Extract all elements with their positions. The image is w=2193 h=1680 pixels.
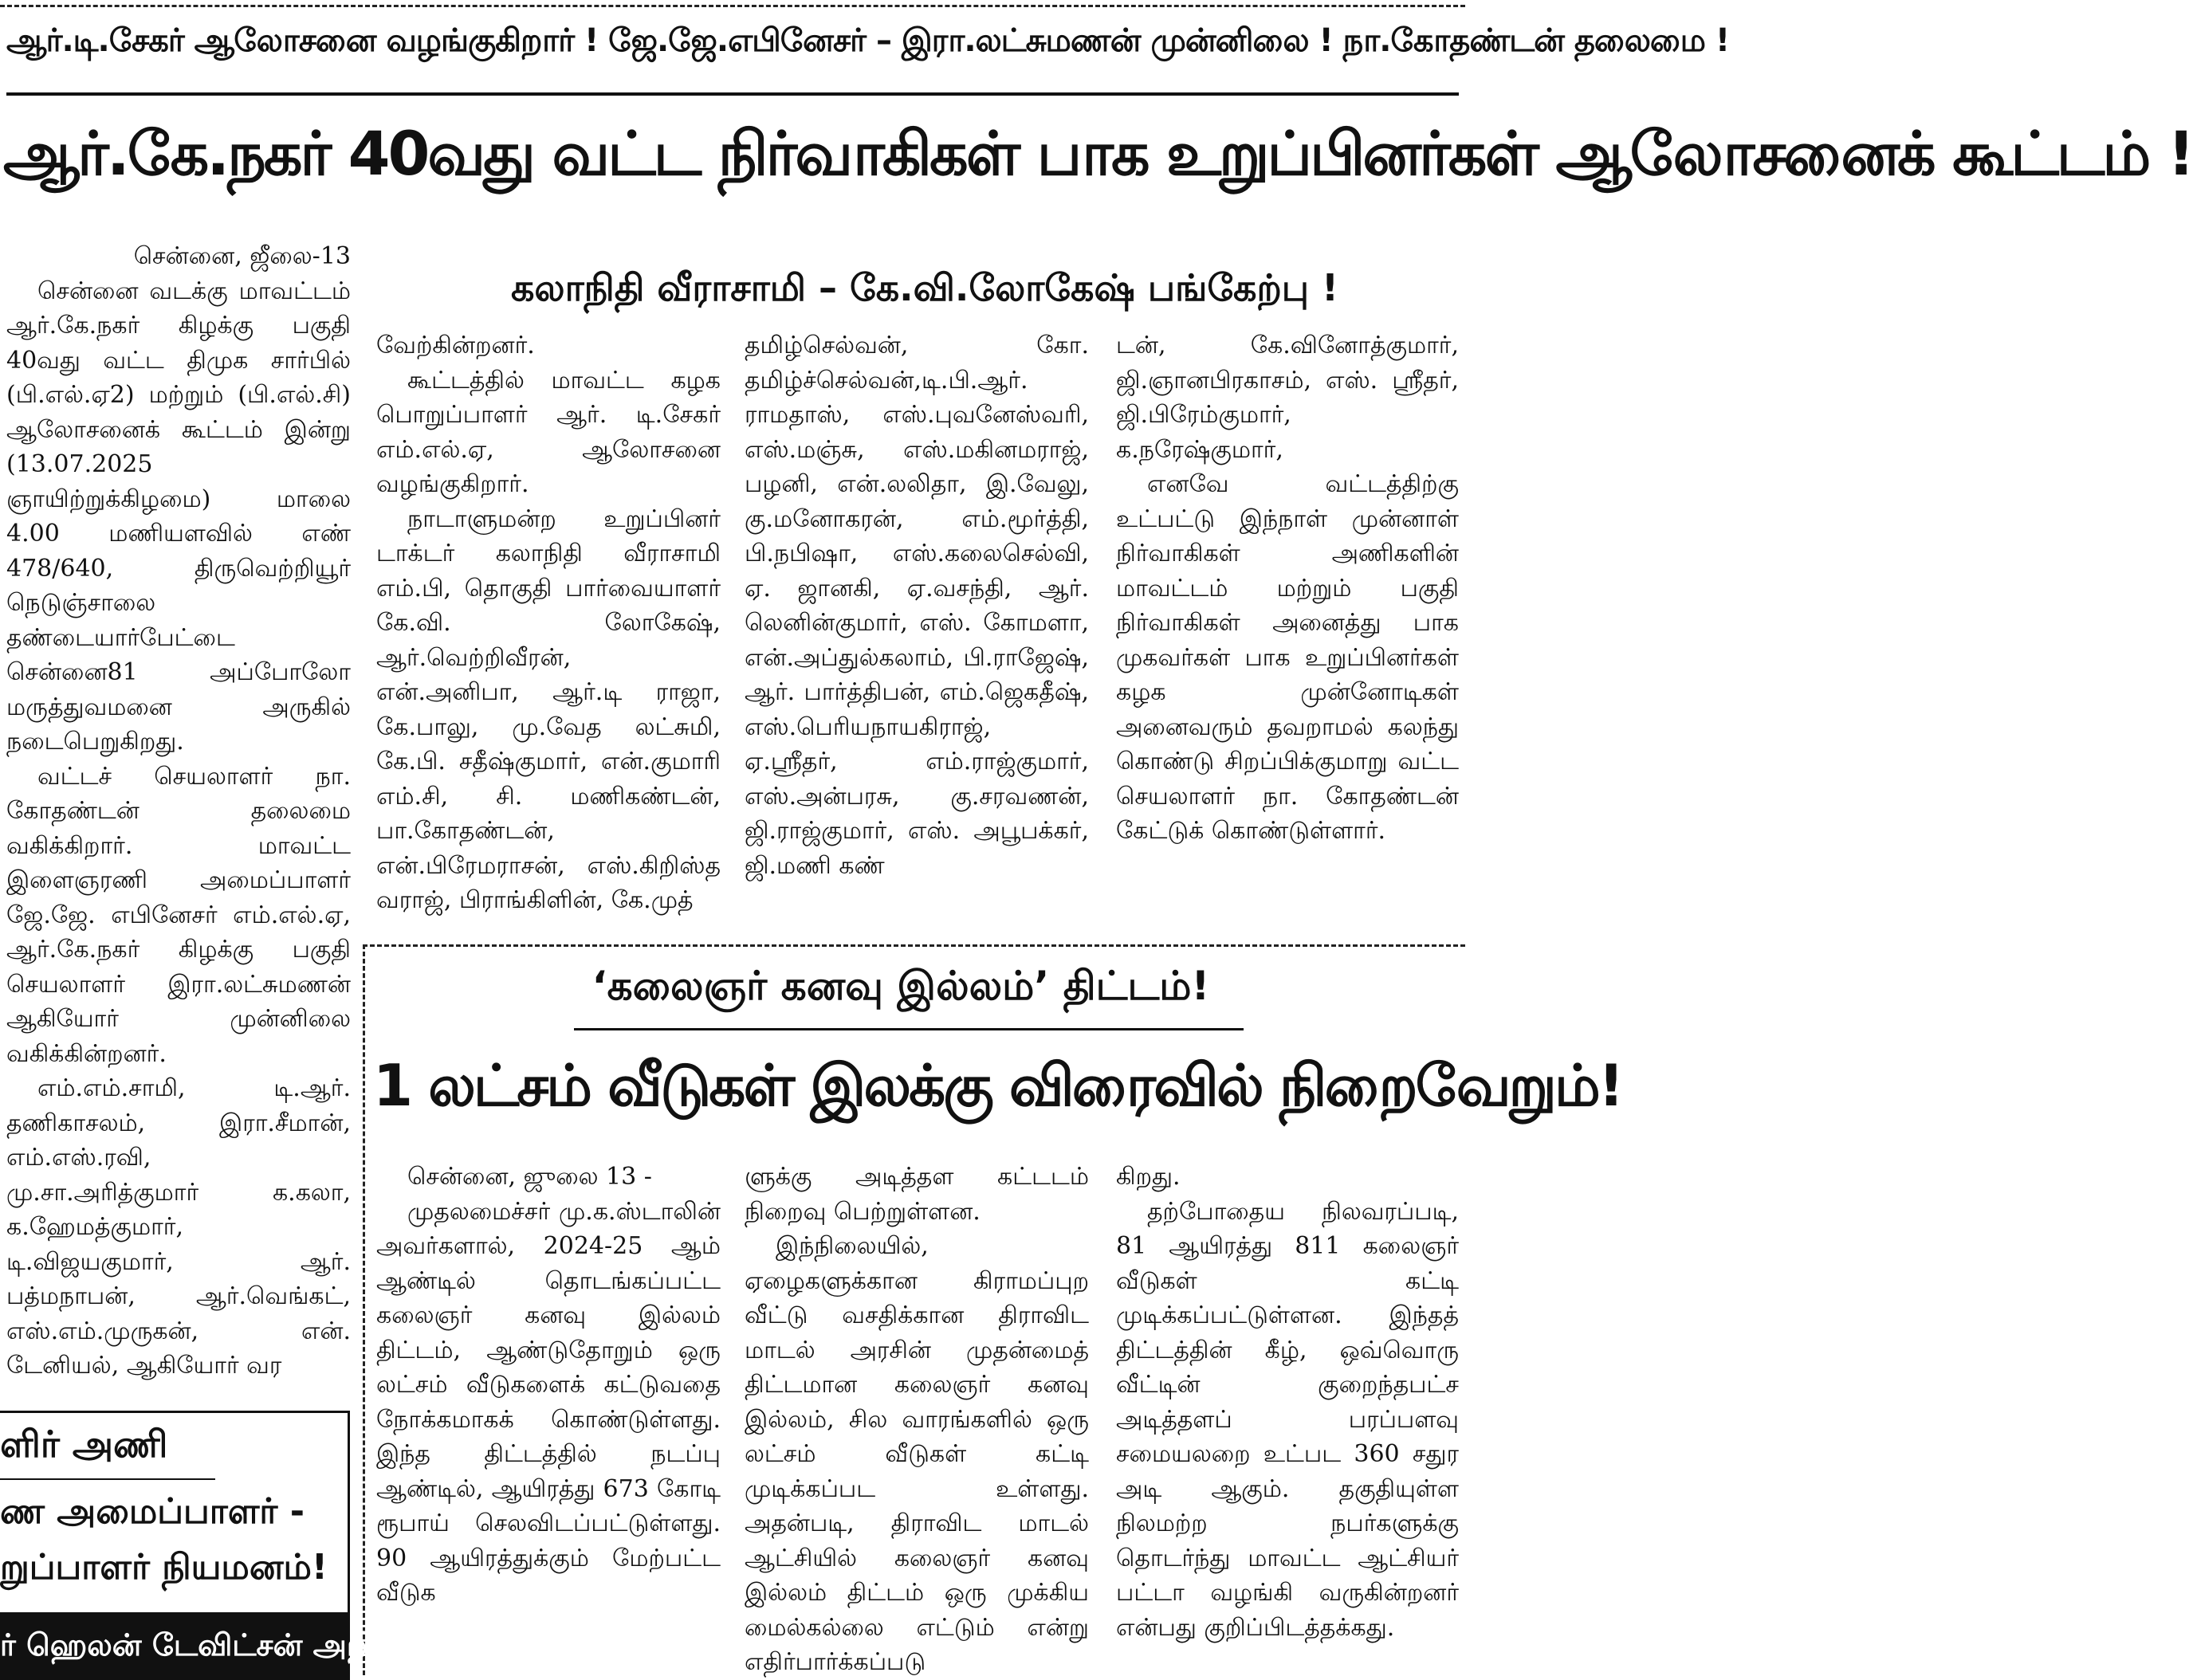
story2-headline: 1 லட்சம் வீடுகள் இலக்கு விரைவில் நிறைவேறும்!	[373, 1052, 1622, 1119]
story2-dateline: சென்னை, ஜுலை 13 -	[407, 1163, 652, 1191]
story2-column-1	[376, 1160, 721, 1670]
story2-kicker: ‘கலைஞர் கனவு இல்லம்’ திட்டம்!	[591, 963, 1210, 1009]
story2-col3-para: தற்போதைய நிலவரப்படி, 81 ஆயிரத்து 811 கலைஞர் வீடுகள் கட்டி முடிக்கப்பட்டுள்ளன. இந்தத் திட்டத்தின் கீழ், ஒவ்வொரு வீட்டின் குறைந்தபட்ச அடித்தளப் பரப்பளவு சமையலறை உட்பட 360 சதுர அடி ஆகும். தகுதியுள்ள நிலமற்ற நபர்களுக்கு தொடர்ந்து மாவட்ட ஆட்சியர் பட்டா வழங்கி வருகின்றனர் என்பது குறிப்பிடத்தக்கது.	[1116, 1197, 1459, 1642]
story2-column-2	[745, 1160, 1089, 1676]
story2-col2-para: ளுக்கு அடித்தள கட்டடம் நிறைவு பெற்றுள்ளன.	[745, 1163, 1089, 1226]
story1-col1-para: சென்னை வடக்கு மாவட்டம் ஆர்.கே.நகர் கிழக்கு பகுதி 40வது வட்ட திமுக சார்பில் (பி.எல்.ஏ2) மற்றும் (பி.எல்.சி) ஆலோசனைக் கூட்டம் இன்று (13.07.2025 ஞாயிற்றுக்கிழமை) மாலை 4.00 மணியளவில் எண் 478/640, திருவெற்றியூர் நெடுஞ்சாலை தண்டையார்பேட்டை சென்னை81 அப்போலோ மருத்துவமனை அருகில் நடைபெறுகிறது.	[6, 277, 351, 756]
teaser-line: ண அமைப்பாளர் -	[0, 1491, 305, 1532]
teaser-line: றுப்பாளர் நியமனம்!	[0, 1547, 328, 1588]
teaser-box	[0, 1411, 466, 1680]
story1-column-3	[745, 328, 1089, 934]
teaser-rule	[0, 1478, 215, 1480]
story2-col3-para: கிறது.	[1116, 1163, 1181, 1191]
story1-dateline: சென்னை, ஜீலை-13	[133, 242, 351, 270]
story1-column-2	[376, 328, 721, 934]
story1-subhead: கலாநிதி வீராசாமி – கே.வி.லோகேஷ் பங்கேற்பு !	[510, 266, 1339, 309]
story1-kicker: ஆர்.டி.சேகர் ஆலோசனை வழங்குகிறார் ! ஜே.ஜே.எபினேசர் – இரா.லட்சுமணன் முன்னிலை ! நா.கோதண்டன் தலைமை !	[6, 22, 1730, 59]
story1-col4-para: எனவே வட்டத்திற்கு உட்பட்டு இந்நாள் முன்னாள் நிர்வாகிகள் அணிகளின் மாவட்டம் மற்றும் பகுதி நிர்வாகிகள் அனைத்து பாக முகவர்கள் பாக உறுப்பினர்கள் கழக முன்னோடிகள் அனைவரும் தவறாமல் கலந்து கொண்டு சிறப்பிக்குமாறு வட்ட செயலாளர் நா. கோதண்டன் கேட்டுக் கொண்டுள்ளார்.	[1116, 470, 1459, 845]
kicker-rule	[6, 92, 1459, 96]
teaser-banner: ர் ஹெலன் டேவிட்சன் அறிவிப்பு!	[0, 1612, 348, 1678]
teaser-title: ளிர் அணி	[0, 1423, 168, 1466]
story2-box-left-border	[363, 944, 365, 1675]
story1-headline: ஆர்.கே.நகர் 40வது வட்ட நிர்வாகிகள் பாக உறுப்பினர்கள் ஆலோசனைக் கூட்டம் !	[3, 118, 2193, 189]
story2-kicker-rule	[574, 1028, 1244, 1030]
story2-box-top-border	[363, 944, 1465, 947]
story1-col1-para: எம்.எம்.சாமி, டி.ஆர். தணிகாசலம், இரா.சீமான், எம்.எஸ்.ரவி, மு.சா.அரித்குமார் க.கலா, க.ஹேமத்குமார், டி.விஜயகுமார், ஆர். பத்மநாபன், ஆர்.வெங்கட், எஸ்.எம்.முருகன், என். டேனியல், ஆகியோர் வர	[6, 1074, 351, 1380]
story1-col2-para: கூட்டத்தில் மாவட்ட கழக பொறுப்பாளர் ஆர். டி.சேகர் எம்.எல்.ஏ, ஆலோசனை வழங்குகிறார்.	[376, 366, 721, 498]
story1-column-1	[6, 239, 351, 1399]
story1-col2-para: நாடாளுமன்ற உறுப்பினர் டாக்டர் கலாநிதி வீராசாமி எம்.பி, தொகுதி பார்வையாளர் கே.வி. லோகேஷ், ஆர்.வெற்றிவீரன், என்.அனிபா, ஆர்.டி ராஜா, கே.பாலு, மு.வேத லட்சுமி, கே.பி. சதீஷ்குமார், என்.குமாரி எம்.சி, சி. மணிகண்டன், பா.கோதண்டன், என்.பிரேமராசன், எஸ்.கிறிஸ்த வராஜ், பிராங்கிளின், கே.முத்	[376, 504, 721, 914]
story1-column-4	[1116, 328, 1459, 934]
story1-col3-para: தமிழ்செல்வன், கோ. தமிழ்ச்செல்வன்,டி.பி.ஆர். ராமதாஸ், எஸ்.புவனேஸ்வரி, எஸ்.மஞ்சு, எஸ்.மகினமராஜ், பழனி, என்.லலிதா, இ.வேலு, கு.மனோகரன், எம்.மூர்த்தி, பி.நபிஷா, எஸ்.கலைசெல்வி, ஏ. ஜானகி, ஏ.வசந்தி, ஆர். லெனின்குமார், எஸ். கோமளா, என்.அப்துல்கலாம், பி.ராஜேஷ், ஆர். பார்த்திபன், எம்.ஜெகதீஷ், எஸ்.பெரியநாயகிராஜ், ஏ.ஸ்ரீதர், எம்.ராஜ்குமார், எஸ்.அன்பரசு, கு.சரவணன், ஜி.ராஜ்குமார், எஸ். அபூபக்கர், ஜி.மணி கண்	[745, 332, 1089, 880]
story2-col2-para: இந்நிலையில், ஏழைகளுக்கான கிராமப்புற வீட்டு வசதிக்கான திராவிட மாடல் அரசின் முதன்மைத் திட்டமான கலைஞர் கனவு இல்லம், சில வாரங்களில் ஒரு லட்சம் வீடுகள் கட்டி முடிக்கப்பட உள்ளது. அதன்படி, திராவிட மாடல் ஆட்சியில் கலைஞர் கனவு இல்லம் திட்டம் ஒரு முக்கிய மைல்கல்லை எட்டும் என்று எதிர்பார்க்கப்படு	[745, 1232, 1089, 1676]
story1-col2-para: வேற்கின்றனர்.	[376, 332, 535, 359]
story1-col1-para: வட்டச் செயலாளர் நா. கோதண்டன் தலைமை வகிக்கிறார். மாவட்ட இளைஞரணி அமைப்பாளர் ஜே.ஜே. எபினேசர் எம்.எல்.ஏ, ஆர்.கே.நகர் கிழக்கு பகுதி செயலாளர் இரா.லட்சுமணன் ஆகியோர் முன்னிலை வகிக்கின்றனர்.	[6, 762, 351, 1068]
top-dashed-border	[0, 5, 1465, 7]
story2-column-3	[1116, 1160, 1459, 1670]
story1-col4-para: டன், கே.வினோத்குமார், ஜி.ஞானபிரகாசம், எஸ். ஸ்ரீதர், ஜி.பிரேம்குமார், க.நரேஷ்குமார்,	[1116, 332, 1459, 464]
story2-col1-para: முதலமைச்சர் மு.க.ஸ்டாலின் அவர்களால், 2024-25 ஆம் ஆண்டில் தொடங்கப்பட்ட கலைஞர் கனவு இல்லம் திட்டம், ஆண்டுதோறும் ஒரு லட்சம் வீடுகளைக் கட்டுவதை நோக்கமாகக் கொண்டுள்ளது. இந்த திட்டத்தில் நடப்பு ஆண்டில், ஆயிரத்து 673 கோடி ரூபாய் செலவிடப்பட்டுள்ளது. 90 ஆயிரத்துக்கும் மேற்பட்ட வீடுக	[376, 1197, 721, 1607]
